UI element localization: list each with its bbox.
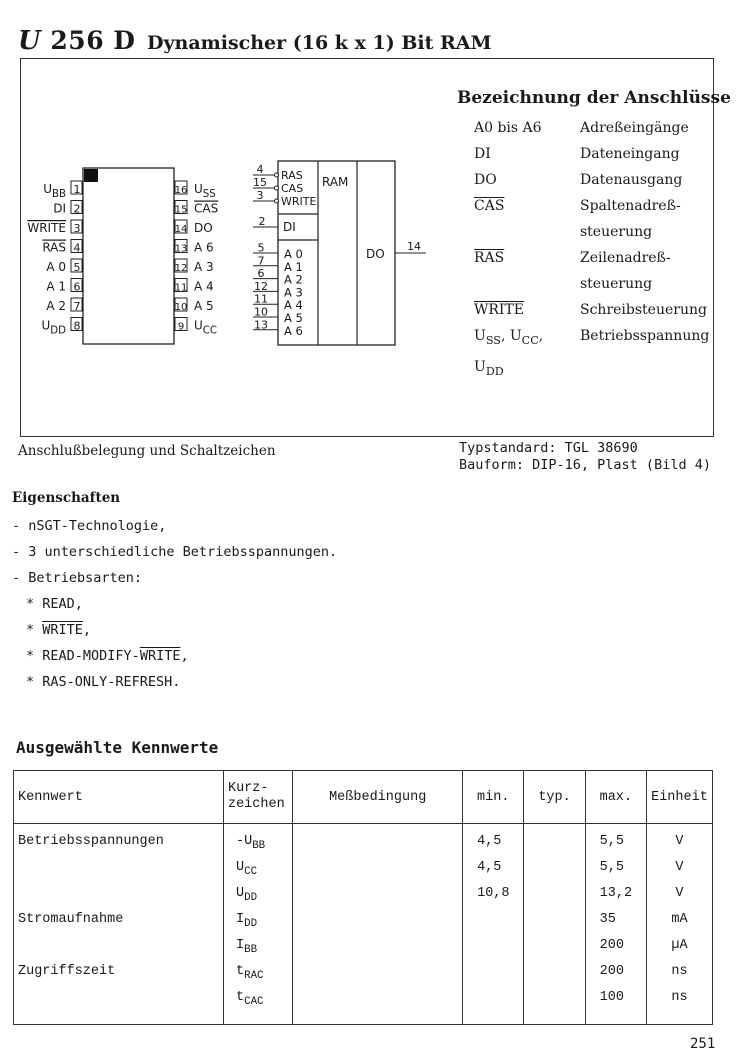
pin-number: 4 bbox=[73, 241, 81, 255]
cell-kurzzeichen: $t_{RAC}$ bbox=[223, 964, 292, 990]
cell-min bbox=[463, 964, 524, 990]
pin-number: 11 bbox=[174, 282, 188, 294]
pin-number: 9 bbox=[177, 321, 185, 333]
cell-kennwert bbox=[14, 938, 224, 964]
input-label: A 6 bbox=[284, 323, 303, 338]
output-label: DO bbox=[366, 247, 385, 261]
pin-number: 16 bbox=[174, 185, 188, 196]
input-pin-number: 4 bbox=[256, 163, 264, 176]
cell-einheit: ns bbox=[646, 990, 712, 1025]
legend-pin-description-cont: steuerung bbox=[580, 224, 653, 240]
cell-messbedingung bbox=[293, 964, 463, 990]
table-row bbox=[14, 964, 713, 990]
type-info bbox=[459, 440, 711, 474]
pin-label-right: A 3 bbox=[194, 260, 214, 274]
mode-item bbox=[26, 674, 180, 690]
legend-pin-name: WRITE bbox=[474, 302, 525, 318]
col-messbedingung: Meßbedingung bbox=[293, 771, 463, 824]
legend-pin-name: DI bbox=[474, 146, 491, 162]
pin-number: 1 bbox=[73, 183, 81, 196]
cell-typ bbox=[524, 886, 585, 912]
legend-pin-description: Betriebsspannung bbox=[580, 328, 710, 344]
cell-kurzzeichen: $t_{CAC}$ bbox=[223, 990, 292, 1025]
cell-kurzzeichen: $I_{DD}$ bbox=[223, 912, 292, 938]
table-row bbox=[14, 938, 713, 964]
input-pin-number: 12 bbox=[254, 279, 268, 293]
properties-heading: Eigenschaften bbox=[12, 490, 121, 506]
cell-einheit: V bbox=[646, 824, 712, 861]
input-label: WRITE bbox=[281, 195, 317, 208]
input-label: A 0 bbox=[284, 247, 303, 261]
cell-typ bbox=[524, 912, 585, 938]
cell-typ bbox=[524, 860, 585, 886]
chip-body bbox=[83, 168, 174, 344]
col-einheit: Einheit bbox=[646, 771, 712, 824]
legend-pin-name: DO bbox=[474, 172, 497, 188]
col-max: max. bbox=[585, 771, 646, 824]
characteristics-table bbox=[13, 770, 713, 1025]
cell-kurzzeichen: $U_{DD}$ bbox=[223, 886, 292, 912]
cell-messbedingung bbox=[293, 886, 463, 912]
cell-min bbox=[463, 990, 524, 1025]
table-header-row bbox=[14, 771, 713, 824]
cell-max: 200 bbox=[585, 938, 646, 964]
cell-einheit: V bbox=[646, 886, 712, 912]
cell-min: 4,5 bbox=[463, 824, 524, 861]
cell-einheit: ns bbox=[646, 964, 712, 990]
pin-number: 3 bbox=[73, 222, 81, 235]
mode-text: READ-MODIFY- bbox=[42, 648, 140, 664]
input-pin-number: 5 bbox=[257, 241, 265, 255]
table-row bbox=[14, 912, 713, 938]
input-label: A 3 bbox=[284, 285, 303, 300]
legend-pin-description: Adreßeingänge bbox=[580, 120, 689, 136]
bullet: * bbox=[26, 674, 43, 690]
table-row bbox=[14, 990, 713, 1025]
page-subtitle: Dynamischer (16 k x 1) Bit RAM bbox=[147, 32, 492, 54]
negation-circle bbox=[275, 199, 279, 203]
legend-pin-name: $\overline{CAS}$ bbox=[474, 198, 505, 214]
bullet: * bbox=[26, 648, 43, 664]
pin-label-left: RAS bbox=[42, 240, 66, 255]
cell-max: 5,5 bbox=[585, 860, 646, 886]
part-prefix: U bbox=[18, 26, 42, 56]
pin-label-left: $U_{DD}$ bbox=[41, 318, 66, 337]
dip16-pinout bbox=[27, 168, 218, 344]
bullet: * bbox=[26, 596, 43, 612]
cell-min: 10,8 bbox=[463, 886, 524, 912]
input-label: DI bbox=[283, 220, 296, 234]
pin-label-left: WRITE bbox=[27, 221, 66, 235]
input-pin-number: 3 bbox=[256, 189, 264, 202]
pin-number: 6 bbox=[73, 280, 81, 294]
cell-messbedingung bbox=[293, 912, 463, 938]
mode-item bbox=[26, 648, 189, 664]
mode-text-overlined: WRITE bbox=[139, 648, 181, 664]
cell-typ bbox=[524, 990, 585, 1025]
part-number-text: 256 D bbox=[50, 26, 136, 55]
cell-kurzzeichen: $U_{CC}$ bbox=[223, 860, 292, 886]
col-kurzzeichen: Kurz- zeichen bbox=[223, 771, 292, 824]
package-type: Bauform: DIP-16, Plast (Bild 4) bbox=[459, 457, 711, 473]
mode-text-suffix: , bbox=[180, 648, 189, 664]
cell-typ bbox=[524, 824, 585, 861]
pin-number: 15 bbox=[174, 204, 188, 216]
input-pin-number: 7 bbox=[257, 254, 265, 268]
bullet: * bbox=[26, 622, 43, 638]
output-pin-number: 14 bbox=[407, 240, 421, 253]
input-pin-number: 15 bbox=[253, 176, 267, 189]
core-label: RAM bbox=[322, 175, 349, 189]
figure-caption: Anschlußbelegung und Schaltzeichen bbox=[18, 443, 276, 459]
cell-kurzzeichen: $I_{BB}$ bbox=[223, 938, 292, 964]
table-row bbox=[14, 824, 713, 861]
input-pin-number: 10 bbox=[254, 305, 268, 319]
pin-number: 7 bbox=[73, 300, 81, 313]
mode-text-suffix: , bbox=[82, 622, 92, 638]
legend-pin-description: Datenausgang bbox=[580, 172, 683, 188]
cell-messbedingung bbox=[293, 860, 463, 886]
cell-min bbox=[463, 938, 524, 964]
cell-einheit: µA bbox=[646, 938, 712, 964]
table-row bbox=[14, 886, 713, 912]
cell-max: 100 bbox=[585, 990, 646, 1025]
cell-kennwert bbox=[14, 886, 224, 912]
legend-pin-description: Zeilenadreß- bbox=[580, 250, 671, 266]
mode-text: RAS-ONLY-REFRESH. bbox=[42, 674, 181, 690]
pin-label-left: A 1 bbox=[46, 279, 66, 294]
mode-item bbox=[26, 622, 91, 638]
pin-label-left: A 0 bbox=[46, 260, 66, 274]
pin-label-right: $U_{CC}$ bbox=[194, 318, 218, 337]
col-typ: typ. bbox=[524, 771, 585, 824]
property-item: - nSGT-Technologie, bbox=[12, 518, 167, 534]
input-label: RAS bbox=[281, 169, 303, 182]
cell-max: 200 bbox=[585, 964, 646, 990]
input-pin-number: 6 bbox=[257, 267, 265, 281]
pin-number: 13 bbox=[174, 243, 188, 255]
col-kennwert: Kennwert bbox=[14, 771, 224, 824]
pin-label-right: A 5 bbox=[194, 299, 214, 313]
pin-label-left: DI bbox=[53, 201, 66, 216]
input-label: A 5 bbox=[284, 311, 303, 325]
cell-max: 35 bbox=[585, 912, 646, 938]
table-row bbox=[14, 860, 713, 886]
cell-messbedingung bbox=[293, 990, 463, 1025]
cell-kennwert bbox=[14, 990, 224, 1025]
mode-text: READ, bbox=[42, 596, 83, 612]
cell-typ bbox=[524, 938, 585, 964]
cell-min: 4,5 bbox=[463, 860, 524, 886]
pin-label-right: $U_{SS}$ bbox=[194, 182, 216, 200]
pin-label-left: A 2 bbox=[46, 299, 66, 313]
table-heading: Ausgewählte Kennwerte bbox=[16, 738, 219, 757]
input-pin-number: 11 bbox=[254, 292, 268, 306]
legend-pin-description: Schreibsteuerung bbox=[580, 302, 707, 318]
cell-kennwert: Stromaufnahme bbox=[14, 912, 224, 938]
cell-kennwert: Zugriffszeit bbox=[14, 964, 224, 990]
pin-label-right: A 6 bbox=[194, 240, 214, 255]
input-pin-number: 2 bbox=[258, 215, 266, 228]
cell-kennwert: Betriebsspannungen bbox=[14, 824, 224, 861]
pin-number: 12 bbox=[174, 263, 188, 274]
cell-messbedingung bbox=[293, 938, 463, 964]
negation-circle bbox=[275, 173, 279, 177]
legend-pin-name: $\overline{RAS}$ bbox=[474, 250, 505, 266]
input-label: CAS bbox=[281, 182, 304, 195]
input-pin-number: 13 bbox=[254, 318, 268, 332]
mode-text: WRITE bbox=[42, 622, 83, 638]
table-body bbox=[14, 824, 713, 1025]
pin-number: 5 bbox=[73, 261, 81, 274]
legend-pin-description-cont: steuerung bbox=[580, 276, 653, 292]
pin-label-left: $U_{BB}$ bbox=[43, 182, 66, 200]
cell-min bbox=[463, 912, 524, 938]
cell-einheit: mA bbox=[646, 912, 712, 938]
legend-pin-description: Dateneingang bbox=[580, 146, 680, 162]
legend-heading: Bezeichnung der Anschlüsse bbox=[457, 88, 731, 108]
legend-pin-name: A0 bis A6 bbox=[474, 120, 542, 136]
property-item: - Betriebsarten: bbox=[12, 570, 143, 586]
input-label: A 4 bbox=[284, 298, 303, 313]
pin-label-right: CAS bbox=[194, 201, 219, 216]
ram-logic-symbol bbox=[253, 161, 426, 345]
legend-pin-description: Spaltenadreß- bbox=[580, 198, 681, 214]
cell-kurzzeichen: $-U_{BB}$ bbox=[223, 824, 292, 861]
input-label: A 2 bbox=[284, 272, 303, 287]
pin-number: 8 bbox=[73, 319, 81, 333]
cell-typ bbox=[524, 964, 585, 990]
pin-number: 14 bbox=[174, 224, 188, 235]
cell-einheit: V bbox=[646, 860, 712, 886]
cell-max: 5,5 bbox=[585, 824, 646, 861]
pin-number: 10 bbox=[174, 302, 188, 313]
pin-label-right: DO bbox=[194, 221, 213, 235]
pin-label-right: A 4 bbox=[194, 279, 214, 294]
col-min: min. bbox=[463, 771, 524, 824]
cell-kennwert bbox=[14, 860, 224, 886]
mode-item bbox=[26, 596, 83, 612]
negation-circle bbox=[275, 186, 279, 190]
input-label: A 1 bbox=[284, 259, 303, 274]
cell-max: 13,2 bbox=[585, 886, 646, 912]
type-standard: Typstandard: TGL 38690 bbox=[459, 440, 638, 456]
page-number: 251 bbox=[690, 1036, 716, 1052]
property-item: - 3 unterschiedliche Betriebsspannungen. bbox=[12, 544, 338, 560]
cell-messbedingung bbox=[293, 824, 463, 861]
legend-pin-name: $U_{SS}$, $U_{CC}$, $U_{DD}$ bbox=[474, 328, 544, 378]
pin-number: 2 bbox=[73, 202, 81, 216]
pin1-marker bbox=[84, 169, 98, 182]
diagram-svg bbox=[0, 0, 753, 440]
